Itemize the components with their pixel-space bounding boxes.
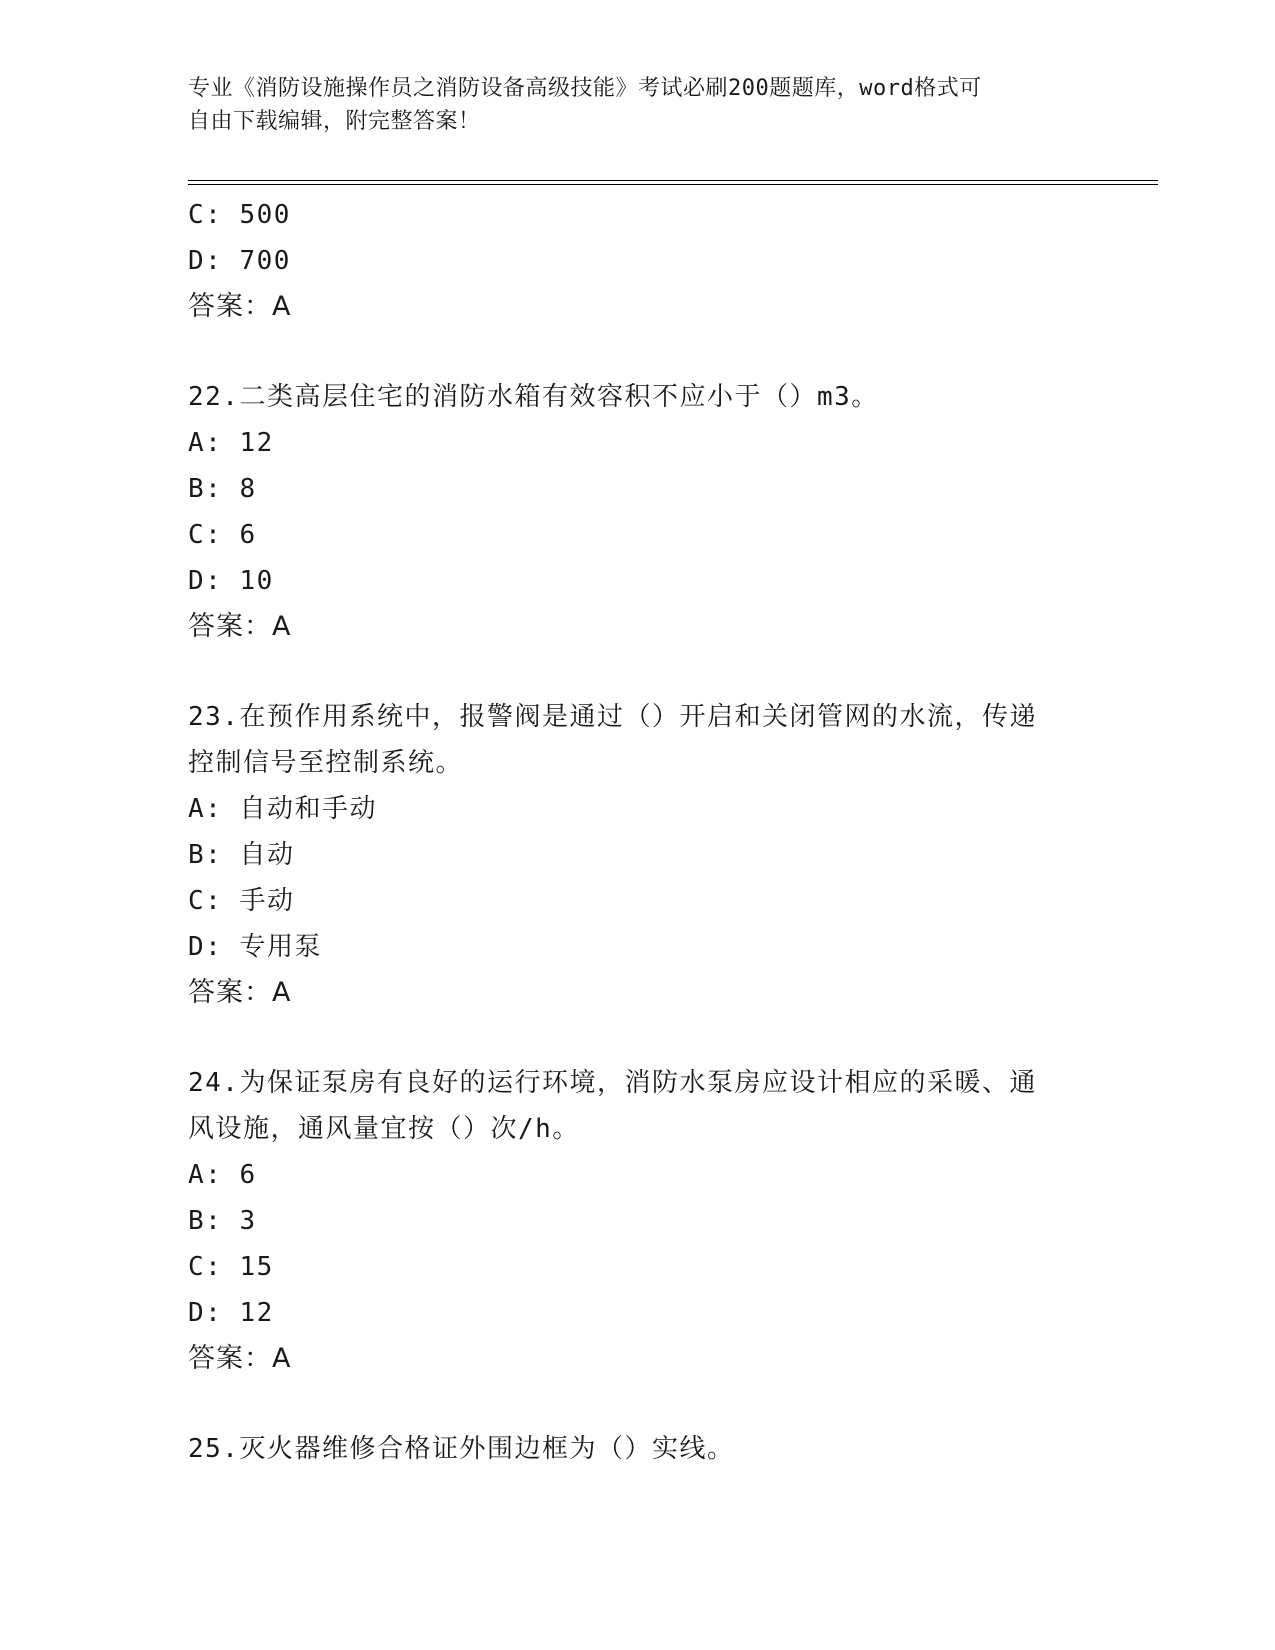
header-rule-bottom: [188, 184, 1158, 185]
document-header: [188, 72, 1068, 138]
question-stem: [188, 1426, 1088, 1472]
option-d: D: 12: [188, 1298, 274, 1328]
header-line-2: 自由下载编辑，附完整答案！: [188, 109, 481, 134]
question-22: [188, 374, 1088, 650]
stem-line: 控制信号至控制系统。: [188, 748, 464, 778]
option-c: C: 6: [188, 520, 257, 550]
stem-line: 23.在预作用系统中，报警阀是通过（）开启和关闭管网的水流，传递: [188, 702, 1037, 732]
question-list: [188, 192, 1088, 1472]
option-a: A: 自动和手动: [188, 794, 377, 824]
option-b: B: 3: [188, 1206, 257, 1236]
option-c: C: 15: [188, 1252, 274, 1282]
option-b: B: 8: [188, 474, 257, 504]
stem-line: 22.二类高层住宅的消防水箱有效容积不应小于（）m3。: [188, 382, 879, 412]
stem-line: 24.为保证泵房有良好的运行环境，消防水泵房应设计相应的采暖、通: [188, 1068, 1037, 1098]
question-21-continued: [188, 192, 1088, 330]
question-stem: [188, 694, 1088, 786]
answer-label: 答案：A: [188, 291, 292, 322]
question-stem: [188, 1060, 1088, 1152]
question-stem: [188, 374, 1088, 420]
option-a: A: 12: [188, 428, 274, 458]
answer-label: 答案：A: [188, 977, 292, 1008]
answer-label: 答案：A: [188, 1343, 292, 1374]
stem-line: 风设施，通风量宜按（）次/h。: [188, 1114, 580, 1144]
header-line-1: 专业《消防设施操作员之消防设备高级技能》考试必刷200题题库，word格式可: [188, 76, 982, 101]
option-a: A: 6: [188, 1160, 257, 1190]
question-23: [188, 694, 1088, 1016]
stem-line: 25.灭火器维修合格证外围边框为（）实线。: [188, 1434, 735, 1464]
question-25: [188, 1426, 1088, 1472]
option-d: D: 10: [188, 566, 274, 596]
header-rule-top: [188, 180, 1158, 181]
question-24: [188, 1060, 1088, 1382]
answer-label: 答案：A: [188, 611, 292, 642]
option-d: D: 专用泵: [188, 932, 322, 962]
option-d: D: 700: [188, 246, 291, 276]
option-b: B: 自动: [188, 840, 295, 870]
option-c: C: 手动: [188, 886, 295, 916]
option-c: C: 500: [188, 200, 291, 230]
